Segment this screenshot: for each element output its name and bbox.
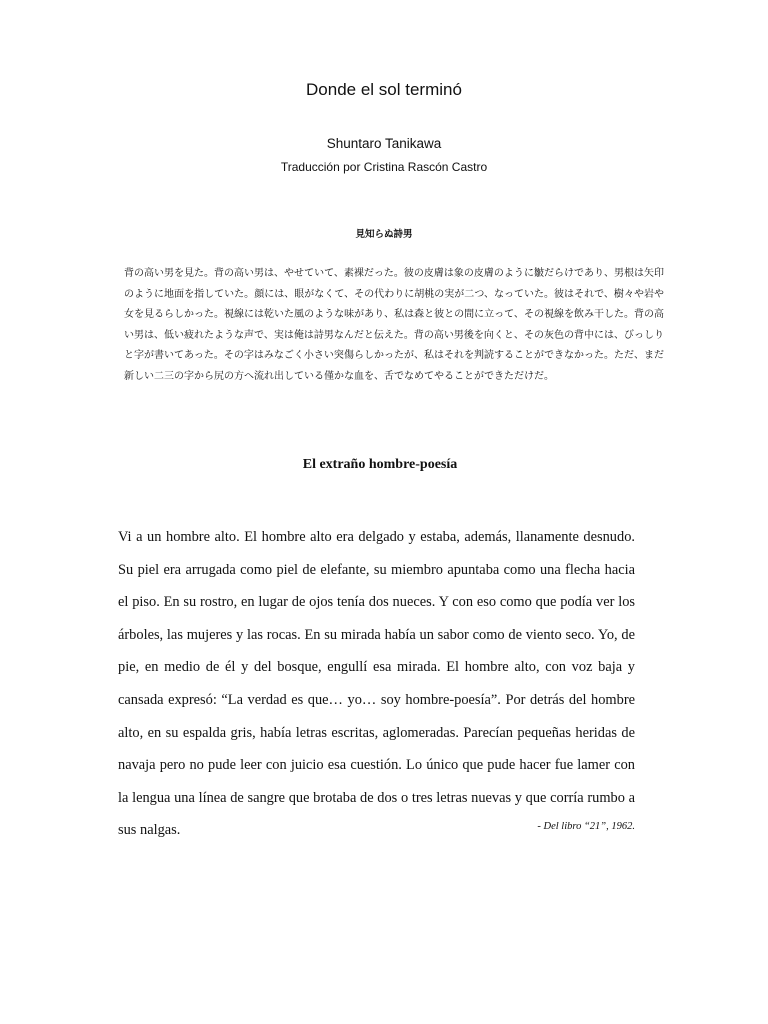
author-name: Shuntaro Tanikawa	[326, 136, 442, 151]
translator-credit: Traducción por Cristina Rascón Castro	[280, 160, 488, 174]
source-citation: - Del libro “21”, 1962.	[537, 821, 635, 832]
spanish-poem-title: El extraño hombre-poesía	[302, 457, 458, 472]
spanish-poem-body: Vi a un hombre alto. El hombre alto era delgado y estaba, además, llanamente desnudo. Su piel era arrugada como piel de elefante, su miembro apuntaba como una flecha hacia el piso. En su rostro, en lugar de ojos tenía dos nueces. Y con eso como que podía ver los árboles, las mujeres y las rocas. En su mirada había un sabor como de viento seco. Yo, de pie, en medio de él y del bosque, engullí esa mirada. El hombre alto, con voz baja y cansada expresó: “La verdad es que… yo… soy hombre-poesía”. Por detrás del hombre alto, en su espalda gris, había letras escritas, aglomeradas. Parecían pequeñas heridas de navaja pero no pude leer con juicio esa cuestión. Lo único que pude hacer fue lamer con la lengua una línea de sangre que brotaba de dos o tres letras nuevas y que corría rumbo a sus nalgas.	[118, 529, 635, 839]
japanese-poem-body: 背の高い男を見た。背の高い男は、やせていて、素裸だった。彼の皮膚は象の皮膚のように皺だらけであり、男根は矢印のように地面を指していた。顔には、眼がなくて、その代わりに胡桃の実が二つ、なっていた。彼はそれで、樹々や岩や女を見るらしかった。視線には乾いた風のような味があり、私は森と彼との間に立って、その視線を飲み干した。背の高い男は、低い疲れたような声で、実は俺は詩男なんだと伝えた。背の高い男後を向くと、その灰色の背中には、びっしりと字が書いてあった。その字はみなごく小さい突傷らしかったが、私はそれを判読することができなかった。ただ、まだ新しい二三の字から尻の方へ流れ出している僅かな血を、舌でなめてやることができただけだ。	[124, 268, 664, 382]
japanese-poem-title: 見知らぬ詩男	[355, 229, 413, 240]
document-title: Donde el sol terminó	[306, 80, 462, 99]
